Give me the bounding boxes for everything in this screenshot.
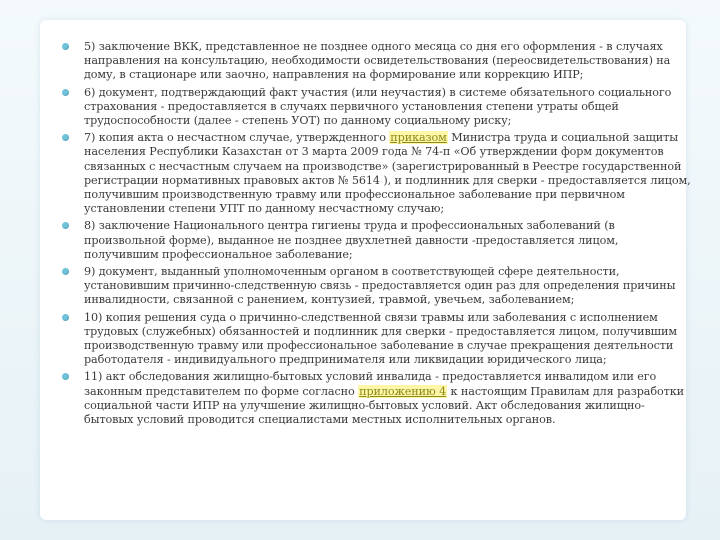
list-item bbox=[62, 311, 692, 368]
appendix-link[interactable]: приложению 4 bbox=[359, 384, 447, 398]
bullet-icon bbox=[62, 314, 69, 321]
list-item bbox=[62, 370, 692, 427]
list-item bbox=[62, 265, 692, 308]
list-item-text: 6) документ, подтверждающий факт участия (или неучастия) в системе обязательного социального страхования - предоставляется в случаях первичного установления степени утраты общей трудоспособности (далее - степень УОТ) по данному социальному риску; bbox=[84, 85, 672, 128]
list-item-text: 8) заключение Национального центра гигиены труда и профессиональных заболеваний (в произвольной форме), выданное не позднее двухлетней давности -предоставляется лицом, получившим профессиональное заболевание; bbox=[84, 219, 619, 261]
bullet-icon bbox=[62, 268, 69, 275]
list-item-text: 9) документ, выданный уполномоченным органом в соответствующей сфере деятельности, установившим причинно-следственную связь - предоставляется один раз для определения причины инвалидности, связанной с ранением, контузией, травмой, увечьем, заболеванием; bbox=[84, 265, 676, 307]
list-item-text: 10) копия решения суда о причинно-следственной связи травмы или заболевания с исполнением трудовых (служебных) обязанностей и подлинник для сверки - предоставляется лицом, получившим производственную травму или профессиональное заболевание в случае прекращения деятельности работодателя - индивидуального предпринимателя или ликвидации юридического лица; bbox=[84, 310, 677, 367]
list-item bbox=[62, 131, 692, 216]
bullet-icon bbox=[62, 134, 69, 141]
requirements-list bbox=[62, 40, 692, 430]
list-item bbox=[62, 86, 692, 129]
order-link[interactable]: приказом bbox=[390, 131, 447, 145]
list-item-text: 11) акт обследования жилищно-бытовых условий инвалида - предоставляется инвалидом или его законным представителем по форме согласно приложению 4 к настоящим Правилам для разработки социальной части ИПР на улучшение жилищно-бытовых условий. Акт обследования жилищно-бытовых условий проводится специалистами местных исполнительных органов. bbox=[84, 370, 684, 427]
bullet-icon bbox=[62, 89, 69, 96]
bullet-icon bbox=[62, 222, 69, 229]
bullet-icon bbox=[62, 373, 69, 380]
list-item-text: 5) заключение ВКК, представленное не позднее одного месяца со дня его оформления - в случаях направления на консультацию, необходимости освидетельствования (переосвидетельствования) на дому, в стационаре или заочно, направления на формирование или коррекцию ИПР; bbox=[84, 40, 671, 82]
list-item bbox=[62, 40, 692, 83]
bullet-icon bbox=[62, 43, 69, 50]
list-item bbox=[62, 219, 692, 262]
list-item-text: 7) копия акта о несчастном случае, утвержденного приказом Министра труда и социальной защиты населения Республики Казахстан от 3 марта 2009 года № 74-п «Об утверждении форм документов связанных с несчастным случаем на производстве» (зарегистрированный в Реестре государственной регистрации нормативных правовых актов № 5614 ), и подлинник для сверки - предоставляется лицом, получившим производственную травму или профессиональное заболевание при первичном установлении степени УПТ по данному несчастному случаю; bbox=[84, 131, 691, 216]
